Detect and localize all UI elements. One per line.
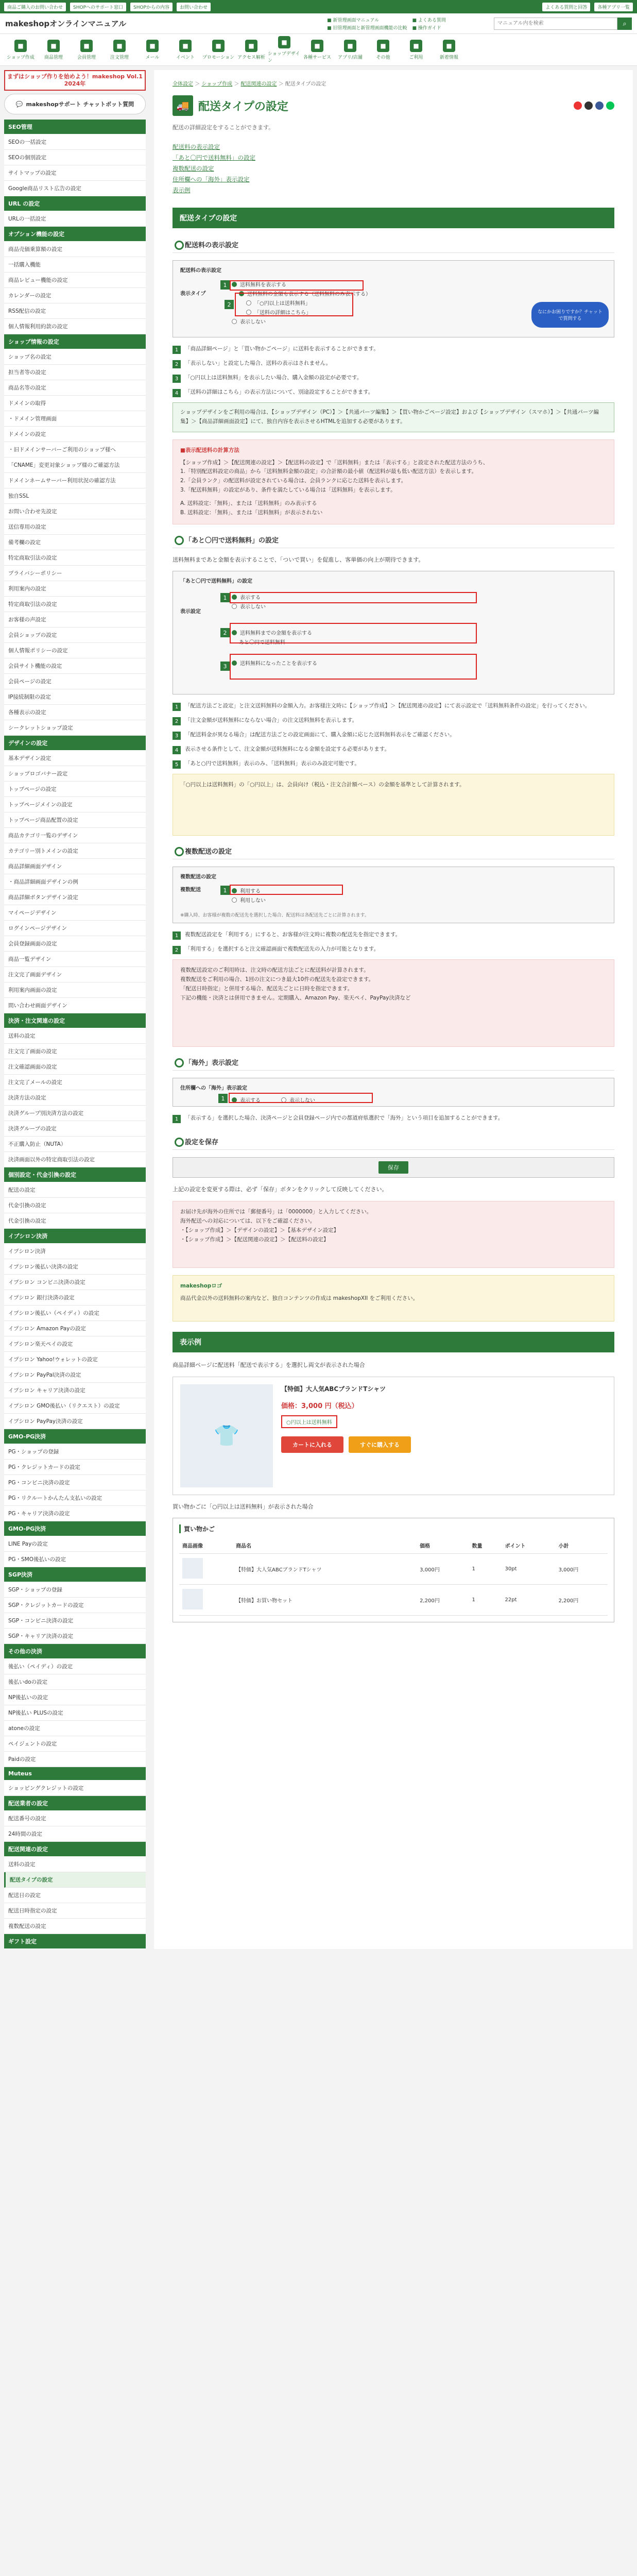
gnav-label: アプリ/店舗 (338, 55, 363, 60)
sidebar-item[interactable]: 会員サイト機能の設定 (4, 658, 146, 674)
gnav-item[interactable] (268, 36, 301, 63)
sidebar-item[interactable]: ・商品詳細画面デザインの例 (4, 874, 146, 890)
site-logo[interactable]: makeshopオンラインマニュアル (5, 19, 127, 28)
section-heading: 配送タイプの設定 (173, 208, 614, 228)
gnav-label: 注文管理 (110, 55, 129, 60)
sidebar-item[interactable]: カテゴリー別トメインの設定 (4, 843, 146, 859)
chatbot-banner-label: makeshopサポート チャットボット質問 (26, 101, 134, 108)
table-of-contents (173, 143, 614, 194)
sidebar-item[interactable]: 基本デザイン設定 (4, 751, 146, 766)
sidebar-item[interactable]: 会員ショップの設定 (4, 628, 146, 643)
sidebar-item[interactable]: イプシロン後払い決済の設定 (4, 1259, 146, 1275)
sidebar-item[interactable]: 会員登録画面の設定 (4, 936, 146, 952)
chatbot-banner[interactable] (4, 94, 146, 114)
subsection-title: 「あと〇円で送料無料」の設定 (173, 532, 614, 548)
sidebar-item[interactable]: 代金引換の設定 (4, 1213, 146, 1229)
sidebar-item[interactable]: NP後払いの設定 (4, 1690, 146, 1705)
cart-col-header: 商品名 (233, 1537, 417, 1554)
subsection-title: 「海外」表示設定 (173, 1054, 614, 1071)
cart-cell: 1 (469, 1585, 502, 1616)
global-nav (0, 34, 637, 66)
sidebar-heading[interactable]: 個別設定・代金引換の設定 (4, 1167, 146, 1182)
gnav-item[interactable] (400, 40, 433, 60)
box-icon: ■ (47, 40, 60, 52)
save-button[interactable]: 保存 (378, 1161, 408, 1174)
product-thumb (182, 1589, 203, 1609)
header-link[interactable]: ■ 操作ガイド (412, 25, 441, 31)
share-icon[interactable] (606, 101, 614, 110)
sidebar-item[interactable]: トップページの設定 (4, 782, 146, 797)
gnav-item[interactable] (301, 40, 334, 60)
sidebar-heading[interactable]: 配送業者の設定 (4, 1796, 146, 1811)
header-link[interactable]: ■ 新管理画面マニュアル (327, 18, 380, 23)
other-icon: ■ (377, 40, 389, 52)
buy-now-button[interactable]: すぐに購入する (349, 1436, 411, 1453)
cart-col-header: ポイント (502, 1537, 556, 1554)
cart-cell: 【特価】お買い物セット (233, 1585, 417, 1616)
sidebar-item[interactable]: 配送タイプの設定 (4, 1872, 146, 1888)
sidebar-item[interactable]: 個人情報利用約款の設定 (4, 319, 146, 334)
gnav-item[interactable] (136, 40, 169, 60)
sidebar-heading[interactable]: イプシロン決済 (4, 1229, 146, 1244)
toc-link[interactable]: 表示例 (173, 187, 191, 194)
sidebar-item[interactable]: Google商品リスト広告の設定 (4, 181, 146, 196)
sidebar-item[interactable]: 商品詳細画面デザイン (4, 859, 146, 874)
section-heading: 表示例 (173, 1332, 614, 1352)
sidebar-item[interactable]: SGP・キャリア決済の設定 (4, 1629, 146, 1644)
sidebar-item[interactable]: 備考欄の設定 (4, 535, 146, 550)
gnav-label: 商品管理 (44, 55, 63, 60)
sidebar-item[interactable]: 配送の設定 (4, 1182, 146, 1198)
sidebar-item[interactable]: イプシロン決済 (4, 1244, 146, 1259)
product-image: 👕 (180, 1384, 273, 1487)
warning-note: お届け先が海外の住所では「郵便番号」は「0000000」と入力してください。 海外配送への対応については、以下をご確認ください。 ・【ショップ作成】＞【デザインの設定】＞【基本デザイン設定】 ・【ショップ作成】＞【配送関連の設定】＞【配送料の設定】 (173, 1201, 614, 1268)
step-text: 「配送方法ごと設定」と注文送料無料の金額入力。お客様注文時に【ショップ作成】＞【配送関連の設定】にて表示設定で「送料無料条件の設定」を行ってください。 (185, 703, 591, 709)
top-bar (0, 0, 637, 13)
product-thumb (182, 1558, 203, 1579)
sidebar-item[interactable]: 決済画面以外の特定商取引法の設定 (4, 1152, 146, 1167)
section-text: 上記の設定を変更する際は、必ず「保存」ボタンをクリックして反映してください。 (173, 1186, 388, 1193)
sidebar-item[interactable]: 商品レビュー機能の設定 (4, 273, 146, 288)
gnav-label: その他 (376, 55, 390, 60)
sidebar-item[interactable]: ペイジェントの設定 (4, 1736, 146, 1752)
sidebar-item[interactable]: 問い合わせ画面デザイン (4, 998, 146, 1013)
gnav-label: 会員管理 (77, 55, 96, 60)
sidebar-item[interactable]: 利用案内画面の設定 (4, 982, 146, 998)
sidebar-item[interactable]: イプシロン GMO後払い（リクエスト）の設定 (4, 1398, 146, 1414)
gnav-item[interactable] (169, 40, 202, 60)
promo-icon: ■ (212, 40, 225, 52)
step-text: 「○円以上は送料無料」を表示したい場合、購入金額の設定が必要です。 (185, 375, 363, 381)
info-note: ショップデザインをご利用の場合は、【ショップデザイン（PC）】＞【共通パーツ編集】＞【買い物かごページ設定】および【ショップデザイン（スマホ）】＞【共通パーツ編集】＞【商品詳細画面設定】にて、独自内容を表示させるHTMLを追加する必要があります。 (173, 402, 614, 432)
step-text: 「表示しない」と設定した場合、送料の表示はされません。 (185, 360, 332, 366)
section-text: 買い物かごに「○円以上は送料無料」が表示された場合 (173, 1503, 314, 1510)
header-link[interactable]: ■ よくある質問 (412, 18, 446, 23)
sidebar-item[interactable]: 注文完了画面の設定 (4, 1044, 146, 1059)
sidebar-item[interactable]: URLの一括設定 (4, 211, 146, 227)
sidebar-item[interactable]: 送信専用の設定 (4, 519, 146, 535)
sidebar-heading[interactable]: 決済・注文関連の設定 (4, 1013, 146, 1028)
step-text: 「表示する」を選択した場合、決済ページと会員登録ページ内での都道府県選択で「海外」という項目を追加することができます。 (185, 1115, 504, 1122)
cart-cell: 22pt (502, 1585, 556, 1616)
sidebar-heading[interactable]: その他の決済 (4, 1644, 146, 1659)
sidebar-item[interactable]: プライバシーポリシー (4, 566, 146, 581)
step-text: 「商品詳細ページ」と「買い物かごページ」に送料を表示することができます。 (185, 346, 379, 352)
cart-col-header: 価格 (417, 1537, 469, 1554)
mail-icon: ■ (146, 40, 159, 52)
sidebar-item[interactable]: 注文完了画面デザイン (4, 967, 146, 982)
sidebar-item[interactable]: 決済方法の設定 (4, 1090, 146, 1106)
header-links (412, 16, 445, 31)
sidebar-item[interactable]: イプシロン PayPal決済の設定 (4, 1367, 146, 1383)
sidebar-item[interactable]: 決済グループ別決済方法の設定 (4, 1106, 146, 1121)
cart-col-header: 小計 (556, 1537, 608, 1554)
share-buttons (574, 101, 614, 110)
row-label: 表示タイプ (180, 291, 206, 297)
sidebar-item[interactable]: お問い合わせ先設定 (4, 504, 146, 519)
sidebar-heading[interactable]: SGP決済 (4, 1567, 146, 1582)
gnav-label: 新着情報 (439, 55, 458, 60)
sidebar-item[interactable]: 「CNAME」変更対象ショップ様のご確認方法 (4, 457, 146, 473)
sidebar-item[interactable]: RSS配信の設定 (4, 303, 146, 319)
sidebar-item[interactable]: 個人情報ポリシーの設定 (4, 643, 146, 658)
sidebar-item[interactable]: SEOの個別設定 (4, 150, 146, 165)
app-icon: ■ (344, 40, 356, 52)
gnav-label: メール (145, 55, 160, 60)
sidebar-item[interactable]: SEOの一括設定 (4, 134, 146, 150)
sidebar-item[interactable]: イプシロン コンビニ決済の設定 (4, 1275, 146, 1290)
sidebar-nav (4, 120, 146, 1949)
sidebar-item[interactable]: 商品売価乗算額の設定 (4, 242, 146, 257)
sidebar-item[interactable]: ドメインの取得 (4, 396, 146, 411)
gnav-item[interactable] (70, 40, 103, 60)
sidebar-item[interactable]: ドメインネームサーバー利用状況の確認方法 (4, 473, 146, 488)
cart-cell: 2,200円 (417, 1585, 469, 1616)
add-to-cart-button[interactable]: カートに入れる (281, 1436, 343, 1453)
cart-cell: 【特価】大人気ABCブランドTシャツ (233, 1554, 417, 1585)
sidebar-item[interactable]: LINE Payの設定 (4, 1536, 146, 1552)
sidebar-item[interactable]: 24時間の設定 (4, 1826, 146, 1842)
sidebar-item[interactable]: 独自SSL (4, 488, 146, 504)
step-text: 複数配送設定を「利用する」にすると、お客様が注文時に複数の配送先を指定できます。 (185, 931, 401, 938)
sidebar-heading[interactable]: 配送関連の設定 (4, 1842, 146, 1857)
sidebar-item[interactable]: イプシロン キャリア決済の設定 (4, 1383, 146, 1398)
search-icon: ⌕ (623, 19, 627, 27)
sidebar-item[interactable]: 利用案内の設定 (4, 581, 146, 597)
warning-note: ■表示配送料の計算方法 【ショップ作成】＞【配送関連の設定】＞【配送料の設定】で「送料無料」または「表示する」と設定された配送方法のうち、 1.「特別配送料設定の商品」から「送料無料金額の設定」の合計額の最小値（配送料が最も低い配送方法）を表示します。 2.「会員ランク」の配送料が設定されている場合は、会員ランクに応じた送料を表示します。 3.「配送料無料」の設定があり、条件を満たしている場合は「送料無料」を表示します。 A. 送料設定：「無料」、または「送料無料」のみ表示する B. 送料設定：「無料」、または「送料無料」が表示されない (173, 439, 614, 524)
sidebar-item[interactable]: 特定商取引法の設定 (4, 597, 146, 612)
product-example (173, 1377, 614, 1495)
breadcrumb-link[interactable]: ショップ作成 (201, 81, 233, 87)
sidebar-heading[interactable]: URL の設定 (4, 196, 146, 211)
sidebar-item[interactable]: 商品カテゴリ一覧のデザイン (4, 828, 146, 843)
gnav-label: ショップデザイン (268, 52, 300, 63)
gnav-item[interactable] (37, 40, 70, 60)
sidebar-heading[interactable]: ショップ情報の設定 (4, 334, 146, 349)
table-row (179, 1585, 608, 1616)
warning-note: 複数配送設定のご利用時は、注文時の配送方法ごとに配送料が計算されます。 複数配送をご利用の場合、1回の注文につき最大10件の配送先を設定できます。 「配送日時指定」と併用する場合、配送先ごとに日時を指定できます。 下記の機能・決済とは併用できません。定期購入、Amazon Pay、楽天ペイ、PayPay決済など (173, 959, 614, 1047)
sidebar-item[interactable]: ショッピングクレジットの設定 (4, 1781, 146, 1796)
sidebar-item[interactable]: ・ドメイン管理画面 (4, 411, 146, 427)
sidebar-item[interactable]: 担当者等の設定 (4, 365, 146, 380)
save-screenshot (173, 1157, 614, 1178)
screenshot-label: 配送料の表示設定 (180, 268, 221, 274)
sidebar-item[interactable]: 商品詳細ボタンデザイン設定 (4, 890, 146, 905)
sidebar-item[interactable]: イプシロン楽天ペイの設定 (4, 1336, 146, 1352)
cart-cell: 1 (469, 1554, 502, 1585)
order-icon: ■ (113, 40, 126, 52)
sidebar-item[interactable]: PG・ショップの登録 (4, 1444, 146, 1460)
sidebar-item[interactable]: atoneの設定 (4, 1721, 146, 1736)
gnav-label: 各種サービス (303, 55, 331, 60)
gnav-item[interactable] (433, 40, 466, 60)
sidebar-heading[interactable]: ギフト設定 (4, 1934, 146, 1949)
cart-cell: 2,200円 (556, 1585, 608, 1616)
sidebar-item[interactable]: 注文確認画面の設定 (4, 1059, 146, 1075)
sidebar-item[interactable]: 配送日の設定 (4, 1888, 146, 1903)
info-note: makeshopロゴ 商品代金以外の送料無料の案内など、独自コンテンツの作成は makeshopXII をご利用ください。 (173, 1275, 614, 1321)
top-link[interactable]: 商品ご購入のお問い合わせ (4, 3, 66, 11)
sidebar-heading[interactable]: オプション機能の設定 (4, 227, 146, 242)
sidebar-item[interactable]: 決済グループの設定 (4, 1121, 146, 1137)
sidebar-item[interactable]: イプシロン PayPay決済の設定 (4, 1414, 146, 1429)
sidebar-item[interactable]: IP接続制限の設定 (4, 689, 146, 705)
sidebar-item[interactable]: カレンダーの設定 (4, 288, 146, 303)
shipping-note: ○円以上は送料無料 (281, 1415, 337, 1428)
top-link[interactable]: 各種アプリ一覧 (594, 3, 633, 11)
news-icon: ■ (443, 40, 455, 52)
cart-col-header: 商品画像 (179, 1537, 233, 1554)
top-link[interactable]: SHOPからの内容 (130, 3, 173, 11)
sidebar-item[interactable]: SGP・クレジットカードの設定 (4, 1598, 146, 1613)
subsection-title: 設定を保存 (173, 1133, 614, 1150)
help-icon: ■ (410, 40, 422, 52)
search-input[interactable] (494, 18, 617, 30)
sidebar-item[interactable]: 配送番号の設定 (4, 1811, 146, 1826)
step-text: 表示させる条件として、注文金額が送料無料になる金額を設定する必要があります。 (185, 746, 390, 753)
sidebar-item[interactable]: SGP・コンビニ決済の設定 (4, 1613, 146, 1629)
share-icon[interactable] (584, 101, 593, 110)
step-text: 「あと○円で送料無料」表示のみ、「送料無料」表示のみ設定可能です。 (185, 760, 360, 767)
sidebar-item[interactable]: 特定商取引法の設定 (4, 550, 146, 566)
gnav-item[interactable] (4, 40, 37, 60)
sidebar-heading[interactable]: GMO-PG決済 (4, 1521, 146, 1536)
sidebar-item[interactable]: 代金引換の設定 (4, 1198, 146, 1213)
step-text: 「送料の詳細はこちら」の表示方法について、別途設定することができます。 (185, 389, 374, 395)
main-content: 全体設定 ＞ ショップ作成 ＞ 配送関連の設定 ＞ 配送タイプの設定 🚚 配送タイプの設定 配送の詳細設定をすることができます。 配送料の表示設定 「あと〇円で送料無料」の設定 複数配送の設定 住所欄への「海外」表示設定 表示例 配送タイプの設定 配送料の表示設定 配送料の表示設定 表示タイプ 送料無料を表示する 送料無料の金額も表示する（送料無料のみ表示する） 「○円以上は送料無料」 「送料の詳細はこちら」 表示しない 1 2 なにかお困りですか？チャットで質問する 1 「商品詳細ページ」と「買い物かごページ」に送料を表示することができます。 2 「表示しない」と設定した場合、送料の表示はされません。 3 「○円以上は送料無料」を表示したい場合、購入金額の設定が必要です。 4 「送料の詳細はこちら」の表示方法について、別途設定することができます。 ショップデザインをご利用の場合は、【ショップデザイン（PC）】＞【共通パーツ編集】＞【買い物かごページ設定】および【ショップデザイン（スマホ）】＞【共通パーツ編集】＞【商品詳細画面設定】にて、独自内容を表示させるHTMLを追加する必要があります。 ■表示配送料の計算方法 【ショップ作成】＞【配送関連の設定】＞【配送料の設定】で「送料無料」または「表示する」と設定された配送方法のうち、 1.「特別配送料設定の商品」から「送料無料金額の設定」の合計額の最小値（配送料が最も低い配送方法）を表示します。 2.「会員ランク」の配送料が設定されている場合は、会員ランクに応じた送料を表示します。 3.「配送料無料」の設定があり、条件を満たしている場合は「送料無料」を表示します。 A. 送料設定：「無料」、または「送料無料」のみ表示する B. 送料設定：「無料」、または「送料無料」が表示されない 「あと〇円で送料無料」の設定 送料無料まであと金額を表示することで、「ついで買い」を促進し、客単価の向上が期待できます。 「あと〇円で送料無料」の設定 表示設定 表示する 表示しない 送料無料までの金額を表示する あと〇円で送料無料 送料無料になったことを表示する 1 2 3 1 「配送方法ごと設定」と注文送料無料の金額入力。お客様注文時に【ショップ作成】＞【配送関連の設定】にて表示設定で「送料無料条件の設定」を行ってください。 2 「注文金額が送料無料にならない場合」の注文送料無料を表示します。 3 「配送料金が異なる場合」は配送方法ごとの設定画面にて、購入金額に応じた送料無料表示をご確認ください。 4 表示させる条件として、注文金額が送料無料になる金額を設定する必要があります。 5 「あと○円で送料無料」表示のみ、「送料無料」表示のみ設定可能です。 「○円以上は送料無料」の「○円以上」は、会員向け（税込・注文合計額ベース）の金額を基準として計算されます。 複数配送の設定 複数配送の設定 複数配送 利用する 利用しない ※購入時、お客様が複数の配送先を選択した場合、配送料は各配送先ごとに計算されます。 1 1 複数配送設定を「利用する」にすると、お客様が注文時に複数の配送先を指定できます。 2 「利用する」を選択すると注文確認画面で複数配送先の入力が可能となります。 複数配送設定のご利用時は、注文時の配送方法ごとに配送料が計算されます。 複数配送をご利用の場合、1回の注文につき最大10件の配送先を設定できます。 「配送日時指定」と併用する場合、配送先ごとに日時を指定できます。 下記の機能・決済とは併用できません。定期購入、Amazon Pay、楽天ペイ、PayPay決済など 「海外」表示設定 住所欄への「海外」表示設定 表示する 表示しない 1 1 「表示する」を選択した場合、決済ページと会員登録ページ内での都道府県選択で「海外」という項目を追加することができます。 設定を保存 保存 上記の設定を変更する際は、必ず「保存」ボタンをクリックして反映してください。 お届け先が海外の住所では「郵便番号」は「0000000」と入力してください。 海外配送への対応については、以下をご確認ください。 ・【ショップ作成】＞【デザインの設定】＞【基本デザイン設定】 ・【ショップ作成】＞【配送関連の設定】＞【配送料の設定】 makeshopロゴ 商品代金以外の送料無料の案内など、独自コンテンツの作成は makeshopXII をご利用ください。 表示例 商品詳細ページに配送料「配送で表示する」を選択し両文が表示された場合 👕 【特価】大人気ABCブランドTシャツ 価格：3,000 円（税込） ○円以上は送料無料 カートに入れる すぐに購入する 買い物かごに「○円以上は送料無料」が表示された場合 買い物かご 商品画像 商品名 価格 数量 ポイント 小計 【特価】大人気ABCブランドTシャツ 3,000円 1 30pt 3,000円 【特価】お買い物セット 2,200円 1 22pt 2,200円 (154, 70, 633, 1949)
cart-cell: 30pt (502, 1554, 556, 1585)
header-links (327, 16, 407, 31)
sidebar-item[interactable]: イプシロン 銀行決済の設定 (4, 1290, 146, 1306)
settings-screenshot: 住所欄への「海外」表示設定 表示する 表示しない 1 (173, 1078, 614, 1107)
section-text: 送料無料まであと金額を表示することで、「ついで買い」を促進し、客単価の向上が期待できます。 (173, 556, 424, 563)
page-lead: 配送の詳細設定をすることができます。 (173, 124, 274, 131)
gnav-label: アクセス解析 (237, 55, 265, 60)
subsection-title: 複数配送の設定 (173, 843, 614, 859)
toc-link[interactable]: 配送料の表示設定 (173, 143, 220, 150)
top-link[interactable]: よくある質問と回答 (542, 3, 590, 11)
sidebar-item[interactable]: PG・リクルートかんたん支払いの設定 (4, 1490, 146, 1506)
breadcrumb-link[interactable]: 全体設定 (173, 81, 193, 87)
sidebar-item[interactable]: トップページ商品配置の設定 (4, 812, 146, 828)
sidebar-item[interactable]: 不正購入防止（NUTA） (4, 1137, 146, 1152)
sidebar-item[interactable]: 配送日時指定の設定 (4, 1903, 146, 1919)
toc-link[interactable]: 「あと〇円で送料無料」の設定 (173, 154, 255, 161)
gnav-item[interactable] (367, 40, 400, 60)
toc-link[interactable]: 複数配送の設定 (173, 165, 214, 172)
breadcrumb: 全体設定 ＞ ショップ作成 ＞ 配送関連の設定 ＞ 配送タイプの設定 (173, 81, 326, 87)
sidebar-item[interactable]: SGP・ショップの登録 (4, 1582, 146, 1598)
settings-screenshot: 配送料の表示設定 表示タイプ 送料無料を表示する 送料無料の金額も表示する（送料無料のみ表示する） 「○円以上は送料無料」 「送料の詳細はこちら」 表示しない 1 2 なにかお困りですか？チャットで質問する (173, 260, 614, 337)
sidebar-item[interactable]: ・旧ドメインサーバーご利用のショップ様へ (4, 442, 146, 457)
search-box (494, 18, 632, 30)
share-icon[interactable] (595, 101, 604, 110)
sidebar-item[interactable]: イプシロン後払い（ペイディ）の設定 (4, 1306, 146, 1321)
sidebar-item[interactable]: イプシロン Amazon Payの設定 (4, 1321, 146, 1336)
search-button[interactable] (617, 18, 632, 30)
settings-screenshot: 複数配送の設定 複数配送 利用する 利用しない ※購入時、お客様が複数の配送先を選択した場合、配送料は各配送先ごとに計算されます。 1 (173, 867, 614, 923)
breadcrumb-link[interactable]: 配送関連の設定 (240, 81, 277, 87)
radio-button[interactable] (232, 604, 237, 609)
chat-icon: 💬 (15, 100, 23, 108)
toc-link[interactable]: 住所欄への「海外」表示設定 (173, 176, 250, 183)
sidebar-item[interactable]: お客様の声設定 (4, 612, 146, 628)
gnav-item[interactable] (235, 40, 268, 60)
sidebar-heading[interactable]: GMO-PG決済 (4, 1429, 146, 1444)
chart-icon: ■ (245, 40, 257, 52)
breadcrumb-current: 配送タイプの設定 (285, 81, 326, 87)
sidebar-item[interactable]: ショップロゴバナー設定 (4, 766, 146, 782)
header (0, 13, 637, 34)
page-title: 配送タイプの設定 (198, 100, 288, 113)
sidebar-item[interactable]: PG・コンビニ決済の設定 (4, 1475, 146, 1490)
radio-button[interactable] (232, 897, 237, 903)
sidebar-item[interactable]: イプシロン Yahoo!ウォレットの設定 (4, 1352, 146, 1367)
service-icon: ■ (311, 40, 323, 52)
sidebar-item[interactable]: Paidの設定 (4, 1752, 146, 1767)
cart-cell: 3,000円 (417, 1554, 469, 1585)
design-icon: ■ (278, 36, 290, 48)
sidebar-heading[interactable]: Muteus (4, 1767, 146, 1781)
gnav-item[interactable] (103, 40, 136, 60)
cart-cell: 3,000円 (556, 1554, 608, 1585)
sidebar-item[interactable]: 商品一覧デザイン (4, 952, 146, 967)
sidebar-item[interactable]: 商品名等の設定 (4, 380, 146, 396)
header-link[interactable]: ■ 旧管理画面と新管理画面機能の比較 (327, 25, 407, 31)
gnav-label: ショップ作成 (7, 55, 35, 60)
product-name: 【特価】大人気ABCブランドTシャツ (281, 1385, 386, 1393)
sidebar-heading[interactable]: SEO管理 (4, 120, 146, 134)
info-note: 「○円以上は送料無料」の「○円以上」は、会員向け（税込・注文合計額ベース）の金額を基準として計算されます。 (173, 774, 614, 836)
cart-example: 買い物かご 商品画像 商品名 価格 数量 ポイント 小計 【特価】大人気ABCブランドTシャツ 3,000円 1 30pt 3,000円 【特価】お買い物セット 2,200円 1 22pt 2,200円 (173, 1518, 614, 1622)
sidebar-item[interactable]: 送料の設定 (4, 1857, 146, 1872)
promo-banner[interactable]: まずはショップ作りを始めよう！makeshop Vol.1 2024年 (4, 70, 146, 91)
sidebar-item[interactable]: PG・SMO後払いの設定 (4, 1552, 146, 1567)
sidebar-heading[interactable]: デザインの設定 (4, 736, 146, 751)
settings-screenshot: 「あと〇円で送料無料」の設定 表示設定 表示する 表示しない 送料無料までの金額を表示する あと〇円で送料無料 送料無料になったことを表示する 1 2 3 (173, 571, 614, 694)
top-link[interactable]: お問い合わせ (177, 3, 211, 11)
sidebar-item[interactable]: 会員ページの設定 (4, 674, 146, 689)
step-text: 「利用する」を選択すると注文確認画面で複数配送先の入力が可能となります。 (185, 946, 380, 953)
sidebar-item[interactable]: ショップ名の設定 (4, 349, 146, 365)
sidebar-item[interactable]: 送料の設定 (4, 1028, 146, 1044)
cart-table (179, 1537, 608, 1616)
sidebar-item[interactable]: サイトマップの設定 (4, 165, 146, 181)
product-price: 価格：3,000 円（税込） (281, 1402, 358, 1410)
radio-button[interactable] (232, 319, 237, 324)
sidebar-item[interactable]: 複数配送の設定 (4, 1919, 146, 1934)
share-icon[interactable] (574, 101, 582, 110)
gnav-item[interactable] (334, 40, 367, 60)
sidebar-item[interactable]: マイページデザイン (4, 905, 146, 921)
shop-icon: ■ (14, 40, 27, 52)
sidebar-item[interactable]: 後払い（ペイディ）の設定 (4, 1659, 146, 1674)
sidebar-item[interactable]: トップページメインの設定 (4, 797, 146, 812)
section-text: 商品詳細ページに配送料「配送で表示する」を選択し両文が表示された場合 (173, 1361, 365, 1368)
step-text: 「注文金額が送料無料にならない場合」の注文送料無料を表示します。 (185, 717, 358, 724)
table-row (179, 1554, 608, 1585)
sidebar-item[interactable]: 一括購入機能 (4, 257, 146, 273)
sidebar-item[interactable]: NP後払い PLUSの設定 (4, 1705, 146, 1721)
gnav-label: イベント (176, 55, 195, 60)
chatbot-widget[interactable]: なにかお困りですか？チャットで質問する (531, 302, 609, 328)
step-text: 「配送料金が異なる場合」は配送方法ごとの設定画面にて、購入金額に応じた送料無料表示をご確認ください。 (185, 732, 455, 738)
cart-col-header: 数量 (469, 1537, 502, 1554)
sidebar-item[interactable]: PG・キャリア決済の設定 (4, 1506, 146, 1521)
sidebar-item[interactable]: 注文完了メールの設定 (4, 1075, 146, 1090)
sidebar-item[interactable]: ドメインの設定 (4, 427, 146, 442)
gnav-label: ご利用 (409, 55, 423, 60)
sidebar-item[interactable]: PG・クレジットカードの設定 (4, 1460, 146, 1475)
subsection-title: 配送料の表示設定 (173, 236, 614, 253)
top-link[interactable]: SHOPへのサポート窓口 (70, 3, 126, 11)
event-icon: ■ (179, 40, 192, 52)
sidebar (4, 70, 146, 1949)
sidebar-item[interactable]: 後払いdoの設定 (4, 1674, 146, 1690)
sidebar-item[interactable]: ログインページデザイン (4, 921, 146, 936)
gnav-label: プロモーション (202, 55, 235, 60)
truck-icon: 🚚 (173, 95, 193, 116)
user-icon: ■ (80, 40, 93, 52)
sidebar-item[interactable]: 各種表示の設定 (4, 705, 146, 720)
sidebar-item[interactable]: シークレットショップ設定 (4, 720, 146, 736)
gnav-item[interactable] (202, 40, 235, 60)
